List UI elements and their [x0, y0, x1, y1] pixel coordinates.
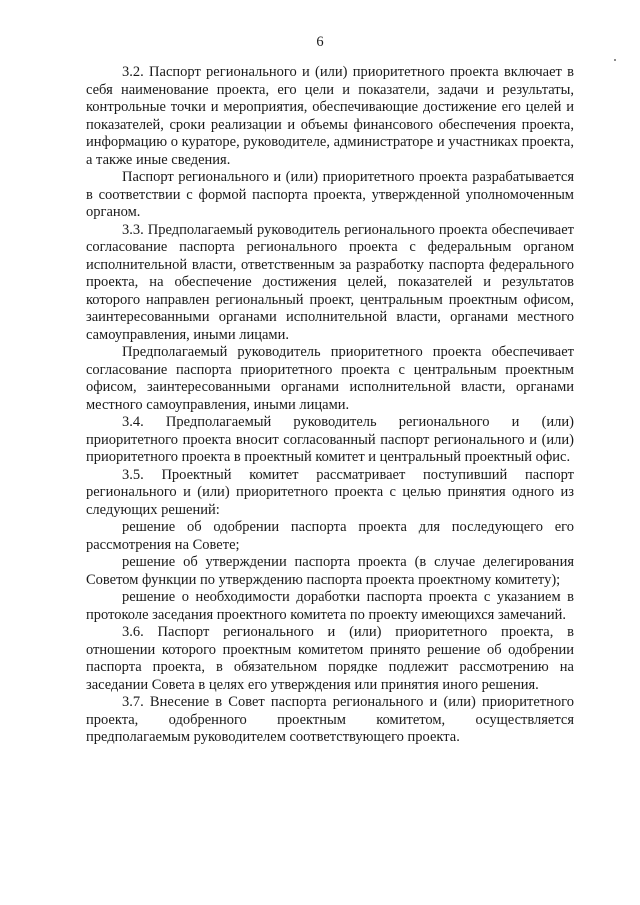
paragraph-3-2: 3.2. Паспорт регионального и (или) приоритетного проекта включает в себя наименование проекта, его цели и показатели, задачи и результаты, контрольные точки и мероприятия, обеспечивающие достижение его целей и показателей, сроки реализации и объемы финансового обеспечения проекта, информацию о кураторе, руководителе, администраторе и участниках проекта, а также иные сведения.	[86, 64, 574, 168]
decision-confirmation: решение об утверждении паспорта проекта (в случае делегирования Советом функции по утверждению паспорта проекта проектному комитету);	[86, 554, 574, 588]
paragraph-3-5: 3.5. Проектный комитет рассматривает поступивший паспорт регионального и (или) приоритетного проекта с целью принятия одного из следующих решений:	[86, 466, 574, 518]
document-body	[86, 64, 574, 747]
page-number: 6	[316, 34, 324, 50]
decision-approval: решение об одобрении паспорта проекта для последующего его рассмотрения на Совете;	[86, 519, 574, 553]
paragraph-3-6: 3.6. Паспорт регионального и (или) приоритетного проекта, в отношении которого проектным комитетом принято решение об одобрении паспорта проекта, в обязательном порядке подлежит рассмотрению на заседании Совета в целях его утверждения или принятия иного решения.	[86, 624, 574, 693]
scan-speck	[614, 59, 616, 61]
paragraph-3-3: 3.3. Предполагаемый руководитель регионального проекта обеспечивает согласование паспорта регионального проекта с федеральным органом исполнительной власти, ответственным за разработку паспорта федерального проекта, на обеспечение достижения целей, показателей и результатов которого направлен региональный проект, центральным проектным офисом, заинтересованными органами исполнительной власти, органами местного самоуправления, иными лицами.	[86, 221, 574, 343]
paragraph-passport-form: Паспорт регионального и (или) приоритетного проекта разрабатывается в соответствии с формой паспорта проекта, утвержденной уполномоченным органом.	[86, 169, 574, 220]
paragraph-3-7: 3.7. Внесение в Совет паспорта регионального и (или) приоритетного проекта, одобренного проектным комитетом, осуществляется предполагаемым руководителем соответствующего проекта.	[86, 694, 574, 745]
paragraph-3-4: 3.4. Предполагаемый руководитель регионального и (или) приоритетного проекта вносит согласованный паспорт регионального и (или) приоритетного проекта в проектный комитет и центральный проектный офис.	[86, 414, 574, 465]
decision-revision: решение о необходимости доработки паспорта проекта с указанием в протоколе заседания проектного комитета по проекту имеющихся замечаний.	[86, 589, 574, 623]
paragraph-priority-agreement: Предполагаемый руководитель приоритетного проекта обеспечивает согласование паспорта приоритетного проекта с центральным проектным офисом, заинтересованными органами исполнительной власти, органами местного самоуправления, иными лицами.	[86, 344, 574, 413]
